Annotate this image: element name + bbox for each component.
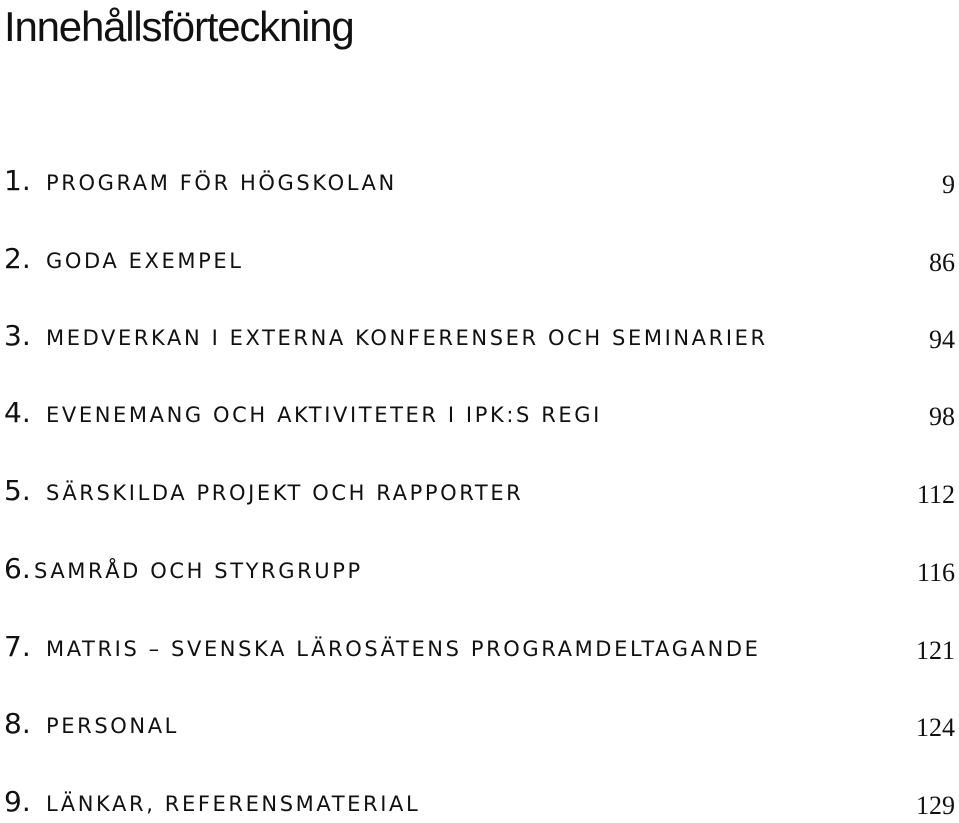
toc-entry-label: PROGRAM FÖR HÖGSKOLAN bbox=[46, 171, 397, 195]
toc-entry bbox=[0, 394, 959, 434]
toc-entry bbox=[0, 550, 959, 590]
toc-entry-number: 9. bbox=[4, 785, 31, 818]
toc-entry bbox=[0, 240, 959, 280]
toc-entry-label: MEDVERKAN I EXTERNA KONFERENSER OCH SEMINARIER bbox=[46, 326, 768, 350]
page-title: Innehållsförteckning bbox=[4, 3, 354, 50]
toc-entry-label: SÄRSKILDA PROJEKT OCH RAPPORTER bbox=[46, 481, 524, 505]
toc-entry-label: MATRIS – SVENSKA LÄROSÄTENS PROGRAMDELTAGANDE bbox=[46, 637, 761, 661]
toc-entry-label: PERSONAL bbox=[46, 714, 179, 738]
toc-entry-page: 112 bbox=[916, 480, 955, 509]
toc-entry-page: 9 bbox=[942, 170, 955, 199]
toc-entry bbox=[0, 317, 959, 357]
toc-entry bbox=[0, 628, 959, 668]
toc-entry-label: LÄNKAR, REFERENSMATERIAL bbox=[46, 792, 421, 816]
toc-entry-number: 2. bbox=[4, 242, 31, 275]
toc-entry-number: 8. bbox=[4, 707, 31, 740]
toc-entry bbox=[0, 162, 959, 202]
toc-entry-number: 7. bbox=[4, 630, 31, 663]
toc-entry-number: 4. bbox=[4, 396, 31, 429]
toc-entry-label: SAMRÅD OCH STYRGRUPP bbox=[34, 559, 363, 583]
toc-entry-page: 121 bbox=[916, 636, 955, 665]
toc-entry-page: 116 bbox=[916, 558, 955, 587]
toc-entry bbox=[0, 472, 959, 512]
toc-entry-number: 6. bbox=[4, 552, 31, 585]
toc-entry-number: 1. bbox=[4, 164, 31, 197]
toc-entry-label: EVENEMANG OCH AKTIVITETER I IPK:S REGI bbox=[46, 403, 602, 427]
toc-entry-number: 3. bbox=[4, 319, 31, 352]
toc-entry-number: 5. bbox=[4, 474, 31, 507]
toc-entry-page: 124 bbox=[916, 713, 955, 742]
toc-entry-page: 94 bbox=[929, 325, 955, 354]
toc-entry-page: 98 bbox=[929, 402, 955, 431]
toc-entry bbox=[0, 783, 959, 823]
toc-entry-page: 129 bbox=[916, 791, 955, 820]
toc-entry-page: 86 bbox=[929, 248, 955, 277]
toc-entry bbox=[0, 705, 959, 745]
toc-entry-label: GODA EXEMPEL bbox=[46, 249, 244, 273]
